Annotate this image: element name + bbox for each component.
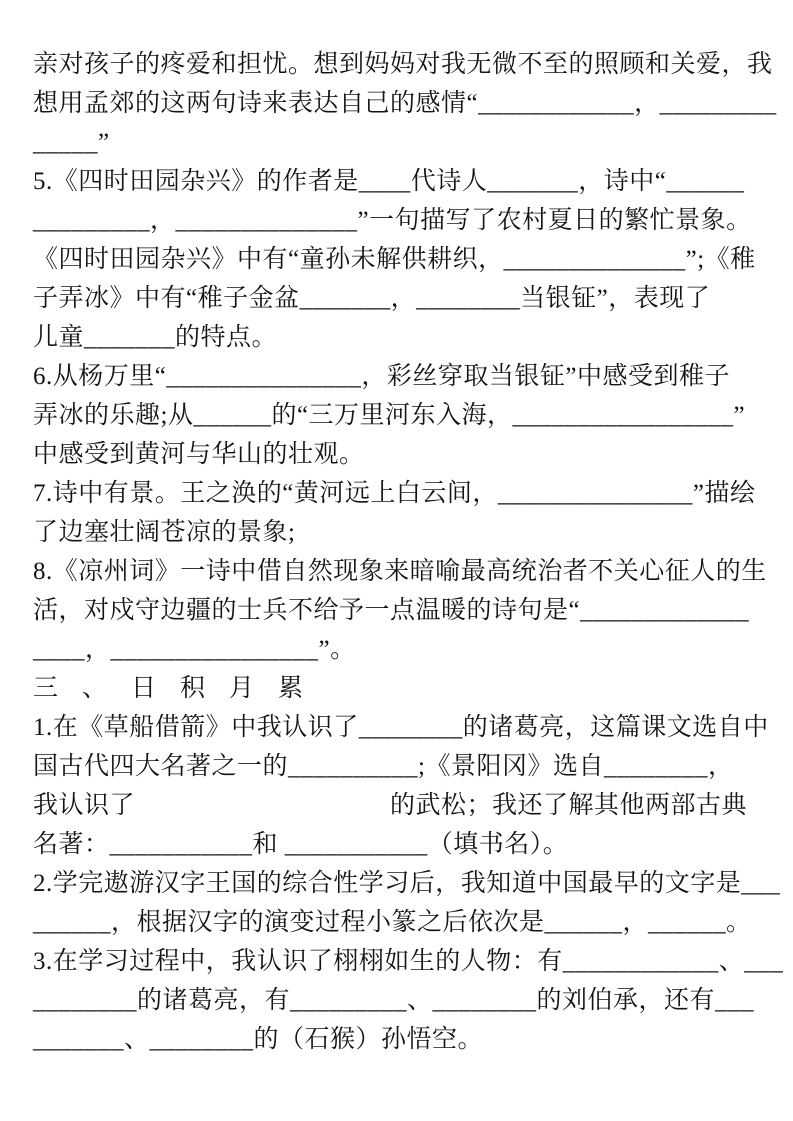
doc-line-25: ________的诸葛亮，有_________、________的刘伯承，还有___	[33, 987, 755, 1014]
doc-line-26: _______、________的（石猴）孙悟空。	[33, 1026, 484, 1053]
doc-line-16: ____，________________”。	[33, 636, 356, 663]
doc-line-6: 《四时田园杂兴》中有“童孙未解供耕织，______________”;《稚	[33, 246, 756, 273]
doc-line-13: 了边塞壮阔苍凉的景象;	[33, 519, 296, 546]
doc-line-12-question-7: 7.诗中有景。王之涣的“黄河远上白云间，_______________”描绘	[33, 480, 756, 507]
doc-line-3: _____”	[33, 129, 110, 156]
doc-line-21: 名著：___________和 ___________（填书名）。	[33, 831, 569, 858]
section-3-heading: 三、日积月累	[33, 675, 328, 702]
doc-line-15: 活，对戍守边疆的士兵不给予一点温暖的诗句是“_____________	[33, 597, 750, 624]
doc-line-8: 儿童_______的特点。	[33, 324, 278, 351]
doc-line-10: 弄冰的乐趣;从______的“三万里河东入海，_________________”	[33, 402, 746, 429]
doc-line-23: ______，根据汉字的演变过程小篆之后依次是______，______。	[33, 909, 752, 936]
doc-line-4-question-5: 5.《四时田园杂兴》的作者是____代诗人_______，诗中“______	[33, 168, 745, 195]
doc-line-11: 中感受到黄河与华山的壮观。	[33, 441, 365, 468]
doc-line-1: 亲对孩子的疼爱和担忧。想到妈妈对我无微不至的照顾和关爱，我	[33, 51, 773, 78]
doc-line-19: 国古代四大名著之一的__________;《景阳冈》选自________，	[33, 753, 734, 780]
doc-line-5: _________，______________”一句描写了农村夏日的繁忙景象。	[33, 207, 752, 234]
doc-line-14-question-8: 8.《凉州词》一诗中借自然现象来暗喻最高统治者不关心征人的生	[33, 558, 767, 585]
doc-line-7: 子弄冰》中有“稚子金盆_______，________当银钲”，表现了	[33, 285, 711, 312]
doc-line-18-question-1: 1.在《草船借箭》中我认识了________的诸葛亮，这篇课文选自中	[33, 714, 769, 741]
doc-line-22-question-2: 2.学完遨游汉字王国的综合性学习后，我知道中国最早的文字是___	[33, 870, 781, 897]
doc-line-24-question-3: 3.在学习过程中，我认识了栩栩如生的人物：有____________、___	[33, 948, 784, 975]
doc-line-9-question-6: 6.从杨万里“_______________，彩丝穿取当银钲”中感受到稚子	[33, 363, 730, 390]
doc-line-2: 想用孟郊的这两句诗来表达自己的感情“____________，_________	[33, 90, 777, 117]
doc-line-20: 我认识了 的武松；我还了解其他两部古典	[33, 792, 748, 819]
